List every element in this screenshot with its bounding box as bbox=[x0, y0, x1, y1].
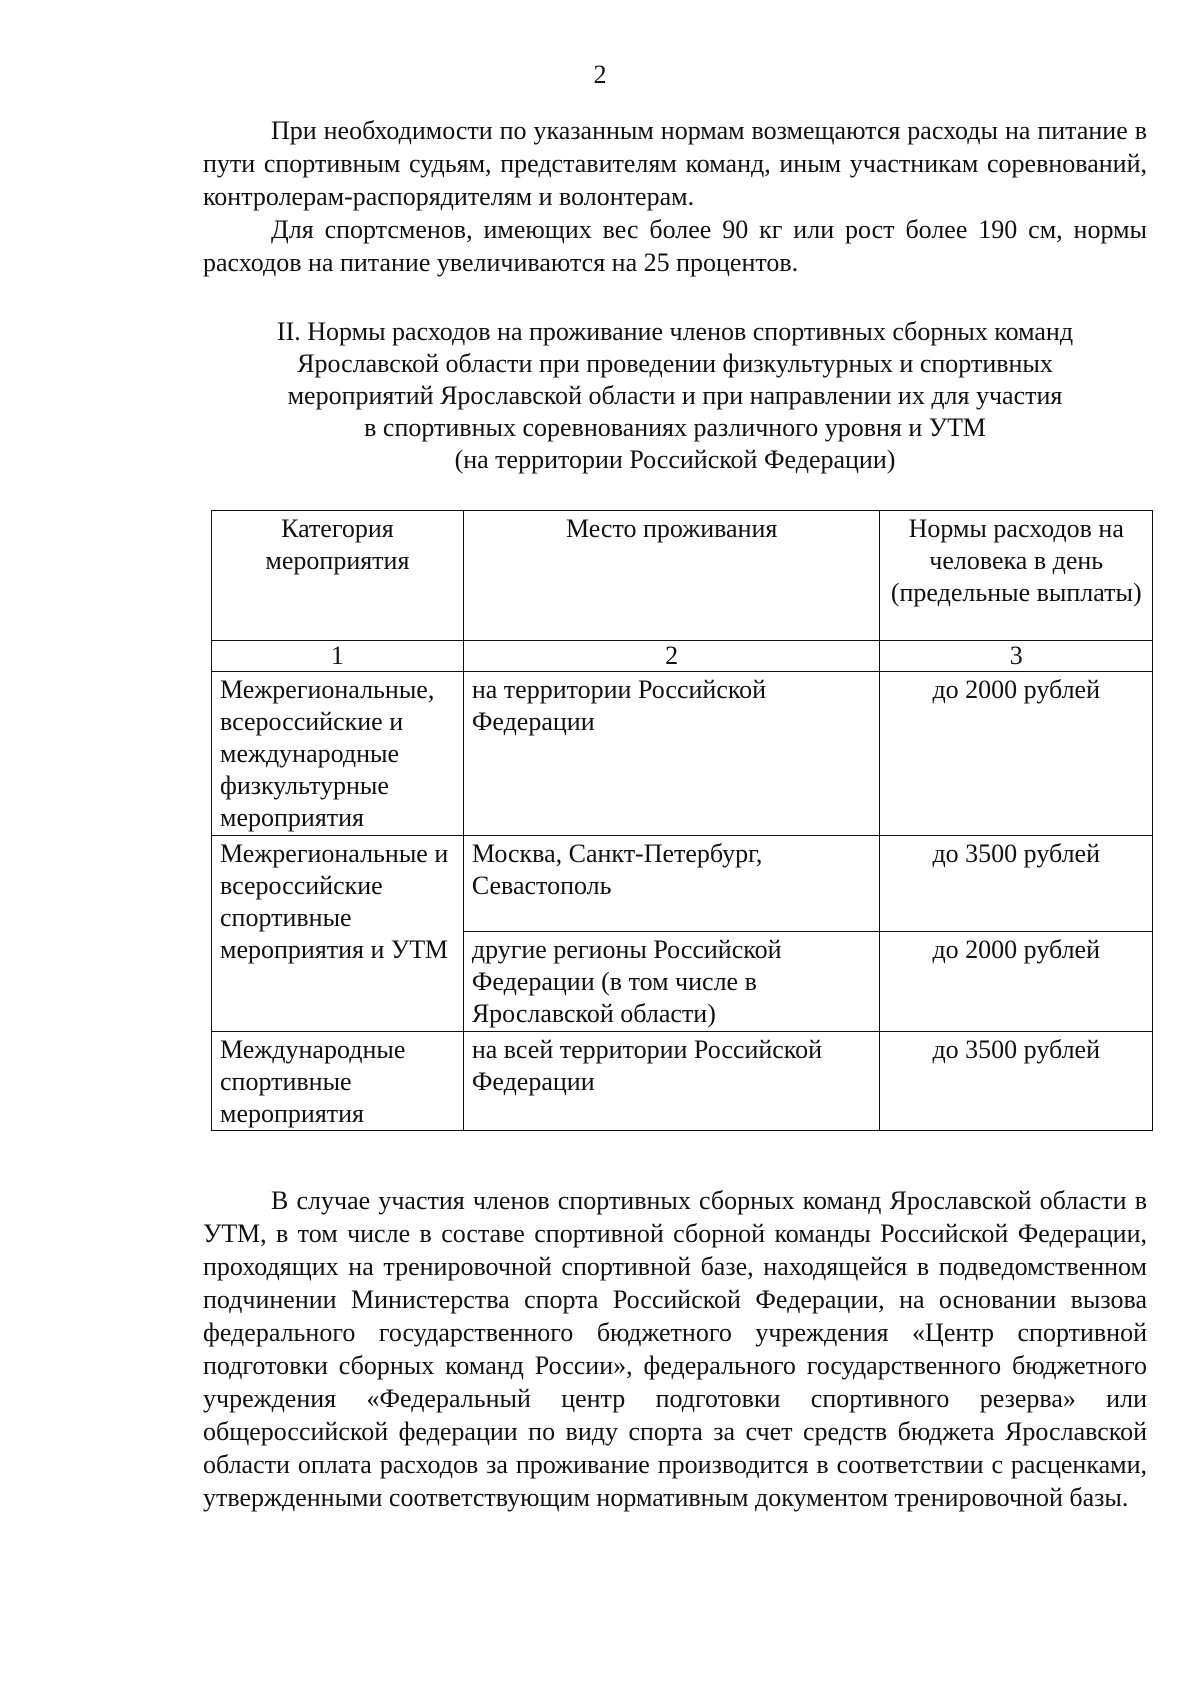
row-place: на территории Российской Федерации bbox=[463, 672, 880, 836]
row-category: Международные спортивные мероприятия bbox=[212, 1032, 464, 1131]
intro-paragraph-2: Для спортсменов, имеющих вес более 90 кг или рост более 190 см, нормы расходов на питание увеличиваются на 25 процентов. bbox=[203, 215, 1147, 277]
section-title bbox=[203, 316, 1147, 476]
column-number-2: 2 bbox=[463, 641, 880, 672]
table-row bbox=[212, 672, 1153, 836]
section-title-line: в спортивных соревнованиях различного уровня и УТМ bbox=[364, 413, 986, 442]
row-norm: до 3500 рублей bbox=[880, 836, 1153, 932]
section-title-line: (на территории Российской Федерации) bbox=[454, 445, 896, 474]
row-place: на всей территории Российской Федерации bbox=[463, 1032, 880, 1131]
header-place: Место проживания bbox=[463, 511, 880, 641]
row-category: Межрегиональные, всероссийские и международные физкультурные мероприятия bbox=[212, 672, 464, 836]
section-title-line: мероприятий Ярославской области и при направлении их для участия bbox=[287, 381, 1063, 410]
table-row bbox=[212, 1032, 1153, 1131]
row-category: Межрегиональные и всероссийские спортивные мероприятия и УТМ bbox=[212, 836, 464, 1032]
section-title-line: II. Нормы расходов на проживание членов спортивных сборных команд bbox=[276, 317, 1074, 346]
closing-paragraph: В случае участия членов спортивных сборных команд Ярославской области в УТМ, в том числе в составе спортивной сборной команды Российской Федерации, проходящих на тренировочной спортивной базе, находящейся в подведомственном подчинении Министерства спорта Российской Федерации, на основании вызова федерального государственного бюджетного учреждения «Центр спортивной подготовки сборных команд России», федерального государственного бюджетного учреждения «Федеральный центр подготовки спортивного резерва» или общероссийской федерации по виду спорта за счет средств бюджета Ярославской области оплата расходов за проживание производится в соответствии с расценками, утвержденными соответствующим нормативным документом тренировочной базы. bbox=[203, 1186, 1147, 1512]
page-number: 2 bbox=[593, 60, 607, 89]
header-category: Категория мероприятия bbox=[212, 511, 464, 641]
column-number-1: 1 bbox=[212, 641, 464, 672]
header-norm: Нормы расходов на человека в день (предельные выплаты) bbox=[880, 511, 1153, 641]
table-column-numbers-row bbox=[212, 641, 1153, 672]
row-place: Москва, Санкт-Петербург, Севастополь bbox=[463, 836, 880, 932]
table-header-row bbox=[212, 511, 1153, 641]
row-norm: до 3500 рублей bbox=[880, 1032, 1153, 1131]
row-place: другие регионы Российской Федерации (в том числе в Ярославской области) bbox=[463, 932, 880, 1032]
table-row bbox=[212, 836, 1153, 932]
intro-text bbox=[203, 114, 1147, 279]
row-norm: до 2000 рублей bbox=[880, 672, 1153, 836]
section-title-line: Ярославской области при проведении физкультурных и спортивных bbox=[297, 349, 1053, 378]
closing-text bbox=[203, 1184, 1147, 1514]
accommodation-norms-table bbox=[211, 510, 1153, 1131]
row-norm: до 2000 рублей bbox=[880, 932, 1153, 1032]
intro-paragraph-1: При необходимости по указанным нормам возмещаются расходы на питание в пути спортивным судьям, представителям команд, иным участникам соревнований, контролерам-распорядителям и волонтерам. bbox=[203, 116, 1147, 211]
column-number-3: 3 bbox=[880, 641, 1153, 672]
